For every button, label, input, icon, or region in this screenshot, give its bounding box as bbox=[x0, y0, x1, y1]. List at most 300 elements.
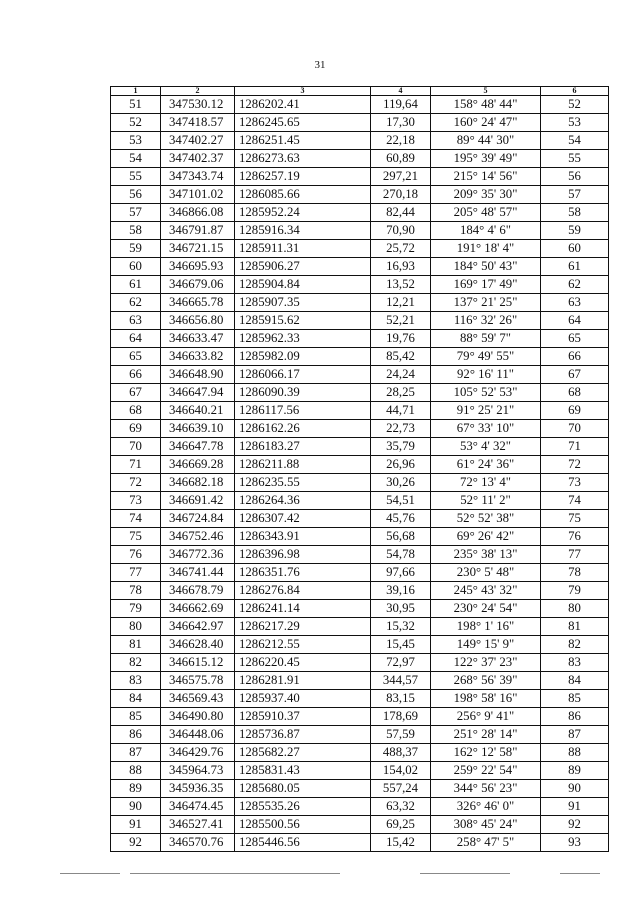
cell-x-coordinate: 346679.06 bbox=[161, 276, 235, 294]
cell-next-point: 61 bbox=[541, 258, 609, 276]
cell-y-coordinate: 1285962.33 bbox=[235, 330, 371, 348]
cell-distance: 488,37 bbox=[371, 744, 431, 762]
table-row bbox=[111, 762, 609, 780]
cell-bearing: 67° 33' 10" bbox=[431, 420, 541, 438]
table-row bbox=[111, 726, 609, 744]
cell-next-point: 87 bbox=[541, 726, 609, 744]
cell-distance: 35,79 bbox=[371, 438, 431, 456]
cell-bearing: 308° 45' 24" bbox=[431, 816, 541, 834]
cell-bearing: 69° 26' 42" bbox=[431, 528, 541, 546]
cell-y-coordinate: 1285500.56 bbox=[235, 816, 371, 834]
cell-y-coordinate: 1286117.56 bbox=[235, 402, 371, 420]
table-row bbox=[111, 582, 609, 600]
cell-x-coordinate: 346791.87 bbox=[161, 222, 235, 240]
cell-y-coordinate: 1285915.62 bbox=[235, 312, 371, 330]
cell-bearing: 230° 5' 48" bbox=[431, 564, 541, 582]
cell-point-number: 85 bbox=[111, 708, 161, 726]
cell-next-point: 93 bbox=[541, 834, 609, 852]
cell-bearing: 149° 15' 9" bbox=[431, 636, 541, 654]
table-row bbox=[111, 438, 609, 456]
cell-next-point: 58 bbox=[541, 204, 609, 222]
cell-point-number: 82 bbox=[111, 654, 161, 672]
cell-x-coordinate: 346575.78 bbox=[161, 672, 235, 690]
cell-x-coordinate: 346772.36 bbox=[161, 546, 235, 564]
cell-bearing: 61° 24' 36" bbox=[431, 456, 541, 474]
cell-distance: 22,18 bbox=[371, 132, 431, 150]
cell-next-point: 70 bbox=[541, 420, 609, 438]
cell-x-coordinate: 347343.74 bbox=[161, 168, 235, 186]
table-row bbox=[111, 744, 609, 762]
cell-x-coordinate: 346615.12 bbox=[161, 654, 235, 672]
cell-y-coordinate: 1286085.66 bbox=[235, 186, 371, 204]
cell-next-point: 79 bbox=[541, 582, 609, 600]
table-row bbox=[111, 240, 609, 258]
cell-y-coordinate: 1285904.84 bbox=[235, 276, 371, 294]
cell-distance: 52,21 bbox=[371, 312, 431, 330]
cell-bearing: 158° 48' 44" bbox=[431, 96, 541, 114]
page-number: 31 bbox=[314, 59, 326, 71]
cell-x-coordinate: 347402.37 bbox=[161, 150, 235, 168]
cell-distance: 344,57 bbox=[371, 672, 431, 690]
cell-point-number: 90 bbox=[111, 798, 161, 816]
cell-y-coordinate: 1286281.91 bbox=[235, 672, 371, 690]
cell-distance: 54,78 bbox=[371, 546, 431, 564]
cell-distance: 97,66 bbox=[371, 564, 431, 582]
cell-y-coordinate: 1286211.88 bbox=[235, 456, 371, 474]
cell-x-coordinate: 346647.94 bbox=[161, 384, 235, 402]
cell-next-point: 89 bbox=[541, 762, 609, 780]
cell-bearing: 245° 43' 32" bbox=[431, 582, 541, 600]
table-row bbox=[111, 690, 609, 708]
cell-point-number: 89 bbox=[111, 780, 161, 798]
cell-x-coordinate: 346569.43 bbox=[161, 690, 235, 708]
table-row bbox=[111, 402, 609, 420]
table-row bbox=[111, 474, 609, 492]
cell-x-coordinate: 347418.57 bbox=[161, 114, 235, 132]
footer-rule-left bbox=[60, 873, 120, 874]
cell-point-number: 61 bbox=[111, 276, 161, 294]
table-row bbox=[111, 528, 609, 546]
cell-x-coordinate: 346648.90 bbox=[161, 366, 235, 384]
cell-distance: 63,32 bbox=[371, 798, 431, 816]
cell-point-number: 51 bbox=[111, 96, 161, 114]
cell-bearing: 191° 18' 4" bbox=[431, 240, 541, 258]
cell-next-point: 56 bbox=[541, 168, 609, 186]
cell-next-point: 52 bbox=[541, 96, 609, 114]
header-col-6: 6 bbox=[541, 87, 609, 96]
cell-y-coordinate: 1285682.27 bbox=[235, 744, 371, 762]
cell-point-number: 69 bbox=[111, 420, 161, 438]
cell-bearing: 105° 52' 53" bbox=[431, 384, 541, 402]
cell-bearing: 326° 46' 0" bbox=[431, 798, 541, 816]
table-row bbox=[111, 150, 609, 168]
cell-x-coordinate: 346721.15 bbox=[161, 240, 235, 258]
cell-point-number: 81 bbox=[111, 636, 161, 654]
cell-point-number: 83 bbox=[111, 672, 161, 690]
cell-bearing: 205° 48' 57" bbox=[431, 204, 541, 222]
table-row bbox=[111, 546, 609, 564]
cell-y-coordinate: 1286183.27 bbox=[235, 438, 371, 456]
cell-bearing: 162° 12' 58" bbox=[431, 744, 541, 762]
cell-x-coordinate: 345936.35 bbox=[161, 780, 235, 798]
cell-distance: 70,90 bbox=[371, 222, 431, 240]
cell-next-point: 78 bbox=[541, 564, 609, 582]
cell-x-coordinate: 346647.78 bbox=[161, 438, 235, 456]
cell-point-number: 78 bbox=[111, 582, 161, 600]
table-row bbox=[111, 420, 609, 438]
cell-point-number: 88 bbox=[111, 762, 161, 780]
cell-x-coordinate: 346665.78 bbox=[161, 294, 235, 312]
cell-y-coordinate: 1286276.84 bbox=[235, 582, 371, 600]
cell-next-point: 82 bbox=[541, 636, 609, 654]
table-body bbox=[111, 96, 609, 852]
table-row bbox=[111, 348, 609, 366]
cell-point-number: 59 bbox=[111, 240, 161, 258]
cell-bearing: 209° 35' 30" bbox=[431, 186, 541, 204]
cell-y-coordinate: 1285937.40 bbox=[235, 690, 371, 708]
cell-y-coordinate: 1286251.45 bbox=[235, 132, 371, 150]
cell-distance: 28,25 bbox=[371, 384, 431, 402]
cell-distance: 12,21 bbox=[371, 294, 431, 312]
cell-y-coordinate: 1285907.35 bbox=[235, 294, 371, 312]
cell-y-coordinate: 1286066.17 bbox=[235, 366, 371, 384]
table-row bbox=[111, 366, 609, 384]
header-col-4: 4 bbox=[371, 87, 431, 96]
table-row bbox=[111, 492, 609, 510]
cell-distance: 57,59 bbox=[371, 726, 431, 744]
cell-bearing: 251° 28' 14" bbox=[431, 726, 541, 744]
cell-x-coordinate: 346639.10 bbox=[161, 420, 235, 438]
cell-point-number: 54 bbox=[111, 150, 161, 168]
cell-y-coordinate: 1285916.34 bbox=[235, 222, 371, 240]
cell-next-point: 88 bbox=[541, 744, 609, 762]
cell-bearing: 344° 56' 23" bbox=[431, 780, 541, 798]
cell-next-point: 68 bbox=[541, 384, 609, 402]
cell-y-coordinate: 1286264.36 bbox=[235, 492, 371, 510]
cell-next-point: 57 bbox=[541, 186, 609, 204]
cell-x-coordinate: 346642.97 bbox=[161, 618, 235, 636]
table-row bbox=[111, 168, 609, 186]
cell-y-coordinate: 1286273.63 bbox=[235, 150, 371, 168]
table-row bbox=[111, 132, 609, 150]
cell-y-coordinate: 1285952.24 bbox=[235, 204, 371, 222]
cell-distance: 22,73 bbox=[371, 420, 431, 438]
cell-next-point: 81 bbox=[541, 618, 609, 636]
cell-bearing: 235° 38' 13" bbox=[431, 546, 541, 564]
cell-y-coordinate: 1286257.19 bbox=[235, 168, 371, 186]
cell-distance: 154,02 bbox=[371, 762, 431, 780]
cell-x-coordinate: 346691.42 bbox=[161, 492, 235, 510]
cell-y-coordinate: 1286202.41 bbox=[235, 96, 371, 114]
cell-next-point: 76 bbox=[541, 528, 609, 546]
cell-y-coordinate: 1285535.26 bbox=[235, 798, 371, 816]
cell-y-coordinate: 1285446.56 bbox=[235, 834, 371, 852]
cell-y-coordinate: 1285831.43 bbox=[235, 762, 371, 780]
cell-point-number: 53 bbox=[111, 132, 161, 150]
table-row bbox=[111, 384, 609, 402]
cell-point-number: 55 bbox=[111, 168, 161, 186]
cell-bearing: 137° 21' 25" bbox=[431, 294, 541, 312]
cell-x-coordinate: 346682.18 bbox=[161, 474, 235, 492]
cell-point-number: 57 bbox=[111, 204, 161, 222]
cell-point-number: 60 bbox=[111, 258, 161, 276]
cell-next-point: 75 bbox=[541, 510, 609, 528]
cell-distance: 56,68 bbox=[371, 528, 431, 546]
cell-point-number: 68 bbox=[111, 402, 161, 420]
cell-distance: 15,32 bbox=[371, 618, 431, 636]
table-row bbox=[111, 834, 609, 852]
cell-x-coordinate: 346570.76 bbox=[161, 834, 235, 852]
cell-distance: 45,76 bbox=[371, 510, 431, 528]
cell-y-coordinate: 1286241.14 bbox=[235, 600, 371, 618]
cell-bearing: 184° 50' 43" bbox=[431, 258, 541, 276]
cell-x-coordinate: 346527.41 bbox=[161, 816, 235, 834]
cell-next-point: 62 bbox=[541, 276, 609, 294]
cell-next-point: 64 bbox=[541, 312, 609, 330]
table-header-row bbox=[111, 87, 609, 96]
cell-x-coordinate: 346633.82 bbox=[161, 348, 235, 366]
cell-x-coordinate: 346662.69 bbox=[161, 600, 235, 618]
cell-y-coordinate: 1286162.26 bbox=[235, 420, 371, 438]
cell-x-coordinate: 346741.44 bbox=[161, 564, 235, 582]
cell-bearing: 198° 1' 16" bbox=[431, 618, 541, 636]
table-row bbox=[111, 510, 609, 528]
cell-y-coordinate: 1285982.09 bbox=[235, 348, 371, 366]
cell-bearing: 79° 49' 55" bbox=[431, 348, 541, 366]
cell-point-number: 67 bbox=[111, 384, 161, 402]
cell-next-point: 83 bbox=[541, 654, 609, 672]
cell-x-coordinate: 346429.76 bbox=[161, 744, 235, 762]
cell-point-number: 87 bbox=[111, 744, 161, 762]
table-row bbox=[111, 636, 609, 654]
cell-bearing: 122° 37' 23" bbox=[431, 654, 541, 672]
cell-x-coordinate: 345964.73 bbox=[161, 762, 235, 780]
cell-y-coordinate: 1286217.29 bbox=[235, 618, 371, 636]
cell-distance: 60,89 bbox=[371, 150, 431, 168]
cell-next-point: 63 bbox=[541, 294, 609, 312]
cell-next-point: 67 bbox=[541, 366, 609, 384]
table-row bbox=[111, 816, 609, 834]
cell-distance: 72,97 bbox=[371, 654, 431, 672]
cell-y-coordinate: 1286351.76 bbox=[235, 564, 371, 582]
cell-x-coordinate: 347402.27 bbox=[161, 132, 235, 150]
cell-point-number: 73 bbox=[111, 492, 161, 510]
cell-y-coordinate: 1286090.39 bbox=[235, 384, 371, 402]
cell-bearing: 52° 11' 2" bbox=[431, 492, 541, 510]
cell-y-coordinate: 1286307.42 bbox=[235, 510, 371, 528]
table-row bbox=[111, 312, 609, 330]
cell-point-number: 76 bbox=[111, 546, 161, 564]
cell-distance: 39,16 bbox=[371, 582, 431, 600]
cell-point-number: 91 bbox=[111, 816, 161, 834]
cell-point-number: 52 bbox=[111, 114, 161, 132]
cell-point-number: 80 bbox=[111, 618, 161, 636]
table-row bbox=[111, 564, 609, 582]
cell-next-point: 85 bbox=[541, 690, 609, 708]
cell-x-coordinate: 346474.45 bbox=[161, 798, 235, 816]
cell-distance: 85,42 bbox=[371, 348, 431, 366]
cell-bearing: 52° 52' 38" bbox=[431, 510, 541, 528]
footer-rule-mid bbox=[130, 873, 340, 874]
cell-distance: 15,45 bbox=[371, 636, 431, 654]
cell-distance: 297,21 bbox=[371, 168, 431, 186]
cell-x-coordinate: 346633.47 bbox=[161, 330, 235, 348]
cell-x-coordinate: 346448.06 bbox=[161, 726, 235, 744]
cell-y-coordinate: 1285911.31 bbox=[235, 240, 371, 258]
cell-bearing: 92° 16' 11" bbox=[431, 366, 541, 384]
cell-distance: 16,93 bbox=[371, 258, 431, 276]
cell-distance: 69,25 bbox=[371, 816, 431, 834]
cell-bearing: 88° 59' 7" bbox=[431, 330, 541, 348]
cell-x-coordinate: 346640.21 bbox=[161, 402, 235, 420]
cell-point-number: 75 bbox=[111, 528, 161, 546]
cell-x-coordinate: 346678.79 bbox=[161, 582, 235, 600]
cell-point-number: 71 bbox=[111, 456, 161, 474]
cell-distance: 30,95 bbox=[371, 600, 431, 618]
table-row bbox=[111, 276, 609, 294]
table-row bbox=[111, 222, 609, 240]
cell-next-point: 73 bbox=[541, 474, 609, 492]
coordinates-table-container bbox=[110, 86, 608, 852]
table-row bbox=[111, 114, 609, 132]
cell-bearing: 53° 4' 32" bbox=[431, 438, 541, 456]
cell-x-coordinate: 346628.40 bbox=[161, 636, 235, 654]
cell-y-coordinate: 1286235.55 bbox=[235, 474, 371, 492]
cell-point-number: 74 bbox=[111, 510, 161, 528]
cell-point-number: 72 bbox=[111, 474, 161, 492]
table-row bbox=[111, 600, 609, 618]
cell-point-number: 58 bbox=[111, 222, 161, 240]
cell-x-coordinate: 346669.28 bbox=[161, 456, 235, 474]
cell-distance: 15,42 bbox=[371, 834, 431, 852]
cell-bearing: 169° 17' 49" bbox=[431, 276, 541, 294]
table-row bbox=[111, 96, 609, 114]
cell-next-point: 86 bbox=[541, 708, 609, 726]
table-row bbox=[111, 258, 609, 276]
cell-y-coordinate: 1286343.91 bbox=[235, 528, 371, 546]
cell-x-coordinate: 346866.08 bbox=[161, 204, 235, 222]
cell-distance: 178,69 bbox=[371, 708, 431, 726]
cell-bearing: 268° 56' 39" bbox=[431, 672, 541, 690]
cell-next-point: 53 bbox=[541, 114, 609, 132]
cell-y-coordinate: 1286212.55 bbox=[235, 636, 371, 654]
cell-next-point: 65 bbox=[541, 330, 609, 348]
cell-distance: 270,18 bbox=[371, 186, 431, 204]
cell-distance: 24,24 bbox=[371, 366, 431, 384]
cell-bearing: 195° 39' 49" bbox=[431, 150, 541, 168]
cell-point-number: 70 bbox=[111, 438, 161, 456]
header-col-1: 1 bbox=[111, 87, 161, 96]
cell-distance: 557,24 bbox=[371, 780, 431, 798]
cell-next-point: 60 bbox=[541, 240, 609, 258]
cell-point-number: 84 bbox=[111, 690, 161, 708]
cell-point-number: 77 bbox=[111, 564, 161, 582]
cell-point-number: 64 bbox=[111, 330, 161, 348]
cell-point-number: 66 bbox=[111, 366, 161, 384]
footer-rule-right bbox=[420, 873, 510, 874]
footer-rule-far-right bbox=[560, 873, 600, 874]
cell-x-coordinate: 346695.93 bbox=[161, 258, 235, 276]
table-row bbox=[111, 672, 609, 690]
cell-bearing: 116° 32' 26" bbox=[431, 312, 541, 330]
cell-next-point: 91 bbox=[541, 798, 609, 816]
table-row bbox=[111, 330, 609, 348]
cell-y-coordinate: 1285906.27 bbox=[235, 258, 371, 276]
cell-y-coordinate: 1286220.45 bbox=[235, 654, 371, 672]
cell-point-number: 63 bbox=[111, 312, 161, 330]
table-row bbox=[111, 654, 609, 672]
table-row bbox=[111, 456, 609, 474]
cell-point-number: 56 bbox=[111, 186, 161, 204]
cell-distance: 25,72 bbox=[371, 240, 431, 258]
cell-next-point: 90 bbox=[541, 780, 609, 798]
cell-bearing: 215° 14' 56" bbox=[431, 168, 541, 186]
cell-point-number: 65 bbox=[111, 348, 161, 366]
cell-y-coordinate: 1285910.37 bbox=[235, 708, 371, 726]
cell-x-coordinate: 346656.80 bbox=[161, 312, 235, 330]
cell-distance: 13,52 bbox=[371, 276, 431, 294]
cell-bearing: 256° 9' 41" bbox=[431, 708, 541, 726]
cell-next-point: 71 bbox=[541, 438, 609, 456]
cell-bearing: 258° 47' 5" bbox=[431, 834, 541, 852]
cell-x-coordinate: 346752.46 bbox=[161, 528, 235, 546]
table-row bbox=[111, 294, 609, 312]
cell-distance: 83,15 bbox=[371, 690, 431, 708]
cell-next-point: 59 bbox=[541, 222, 609, 240]
cell-distance: 82,44 bbox=[371, 204, 431, 222]
cell-bearing: 259° 22' 54" bbox=[431, 762, 541, 780]
cell-bearing: 91° 25' 21" bbox=[431, 402, 541, 420]
cell-distance: 26,96 bbox=[371, 456, 431, 474]
cell-distance: 30,26 bbox=[371, 474, 431, 492]
cell-point-number: 92 bbox=[111, 834, 161, 852]
cell-bearing: 230° 24' 54" bbox=[431, 600, 541, 618]
header-col-3: 3 bbox=[235, 87, 371, 96]
cell-point-number: 86 bbox=[111, 726, 161, 744]
cell-distance: 19,76 bbox=[371, 330, 431, 348]
table-row bbox=[111, 204, 609, 222]
cell-next-point: 66 bbox=[541, 348, 609, 366]
cell-y-coordinate: 1286396.98 bbox=[235, 546, 371, 564]
cell-next-point: 74 bbox=[541, 492, 609, 510]
table-row bbox=[111, 780, 609, 798]
cell-point-number: 62 bbox=[111, 294, 161, 312]
cell-next-point: 54 bbox=[541, 132, 609, 150]
cell-next-point: 55 bbox=[541, 150, 609, 168]
table-row bbox=[111, 618, 609, 636]
cell-distance: 17,30 bbox=[371, 114, 431, 132]
cell-bearing: 89° 44' 30" bbox=[431, 132, 541, 150]
cell-next-point: 77 bbox=[541, 546, 609, 564]
table-row bbox=[111, 708, 609, 726]
cell-y-coordinate: 1285680.05 bbox=[235, 780, 371, 798]
cell-distance: 44,71 bbox=[371, 402, 431, 420]
cell-next-point: 80 bbox=[541, 600, 609, 618]
cell-distance: 119,64 bbox=[371, 96, 431, 114]
cell-y-coordinate: 1286245.65 bbox=[235, 114, 371, 132]
cell-next-point: 92 bbox=[541, 816, 609, 834]
cell-bearing: 198° 58' 16" bbox=[431, 690, 541, 708]
table-row bbox=[111, 798, 609, 816]
cell-next-point: 69 bbox=[541, 402, 609, 420]
cell-bearing: 72° 13' 4" bbox=[431, 474, 541, 492]
cell-x-coordinate: 346490.80 bbox=[161, 708, 235, 726]
cell-bearing: 160° 24' 47" bbox=[431, 114, 541, 132]
coordinates-table bbox=[110, 86, 609, 852]
cell-next-point: 72 bbox=[541, 456, 609, 474]
header-col-2: 2 bbox=[161, 87, 235, 96]
cell-point-number: 79 bbox=[111, 600, 161, 618]
